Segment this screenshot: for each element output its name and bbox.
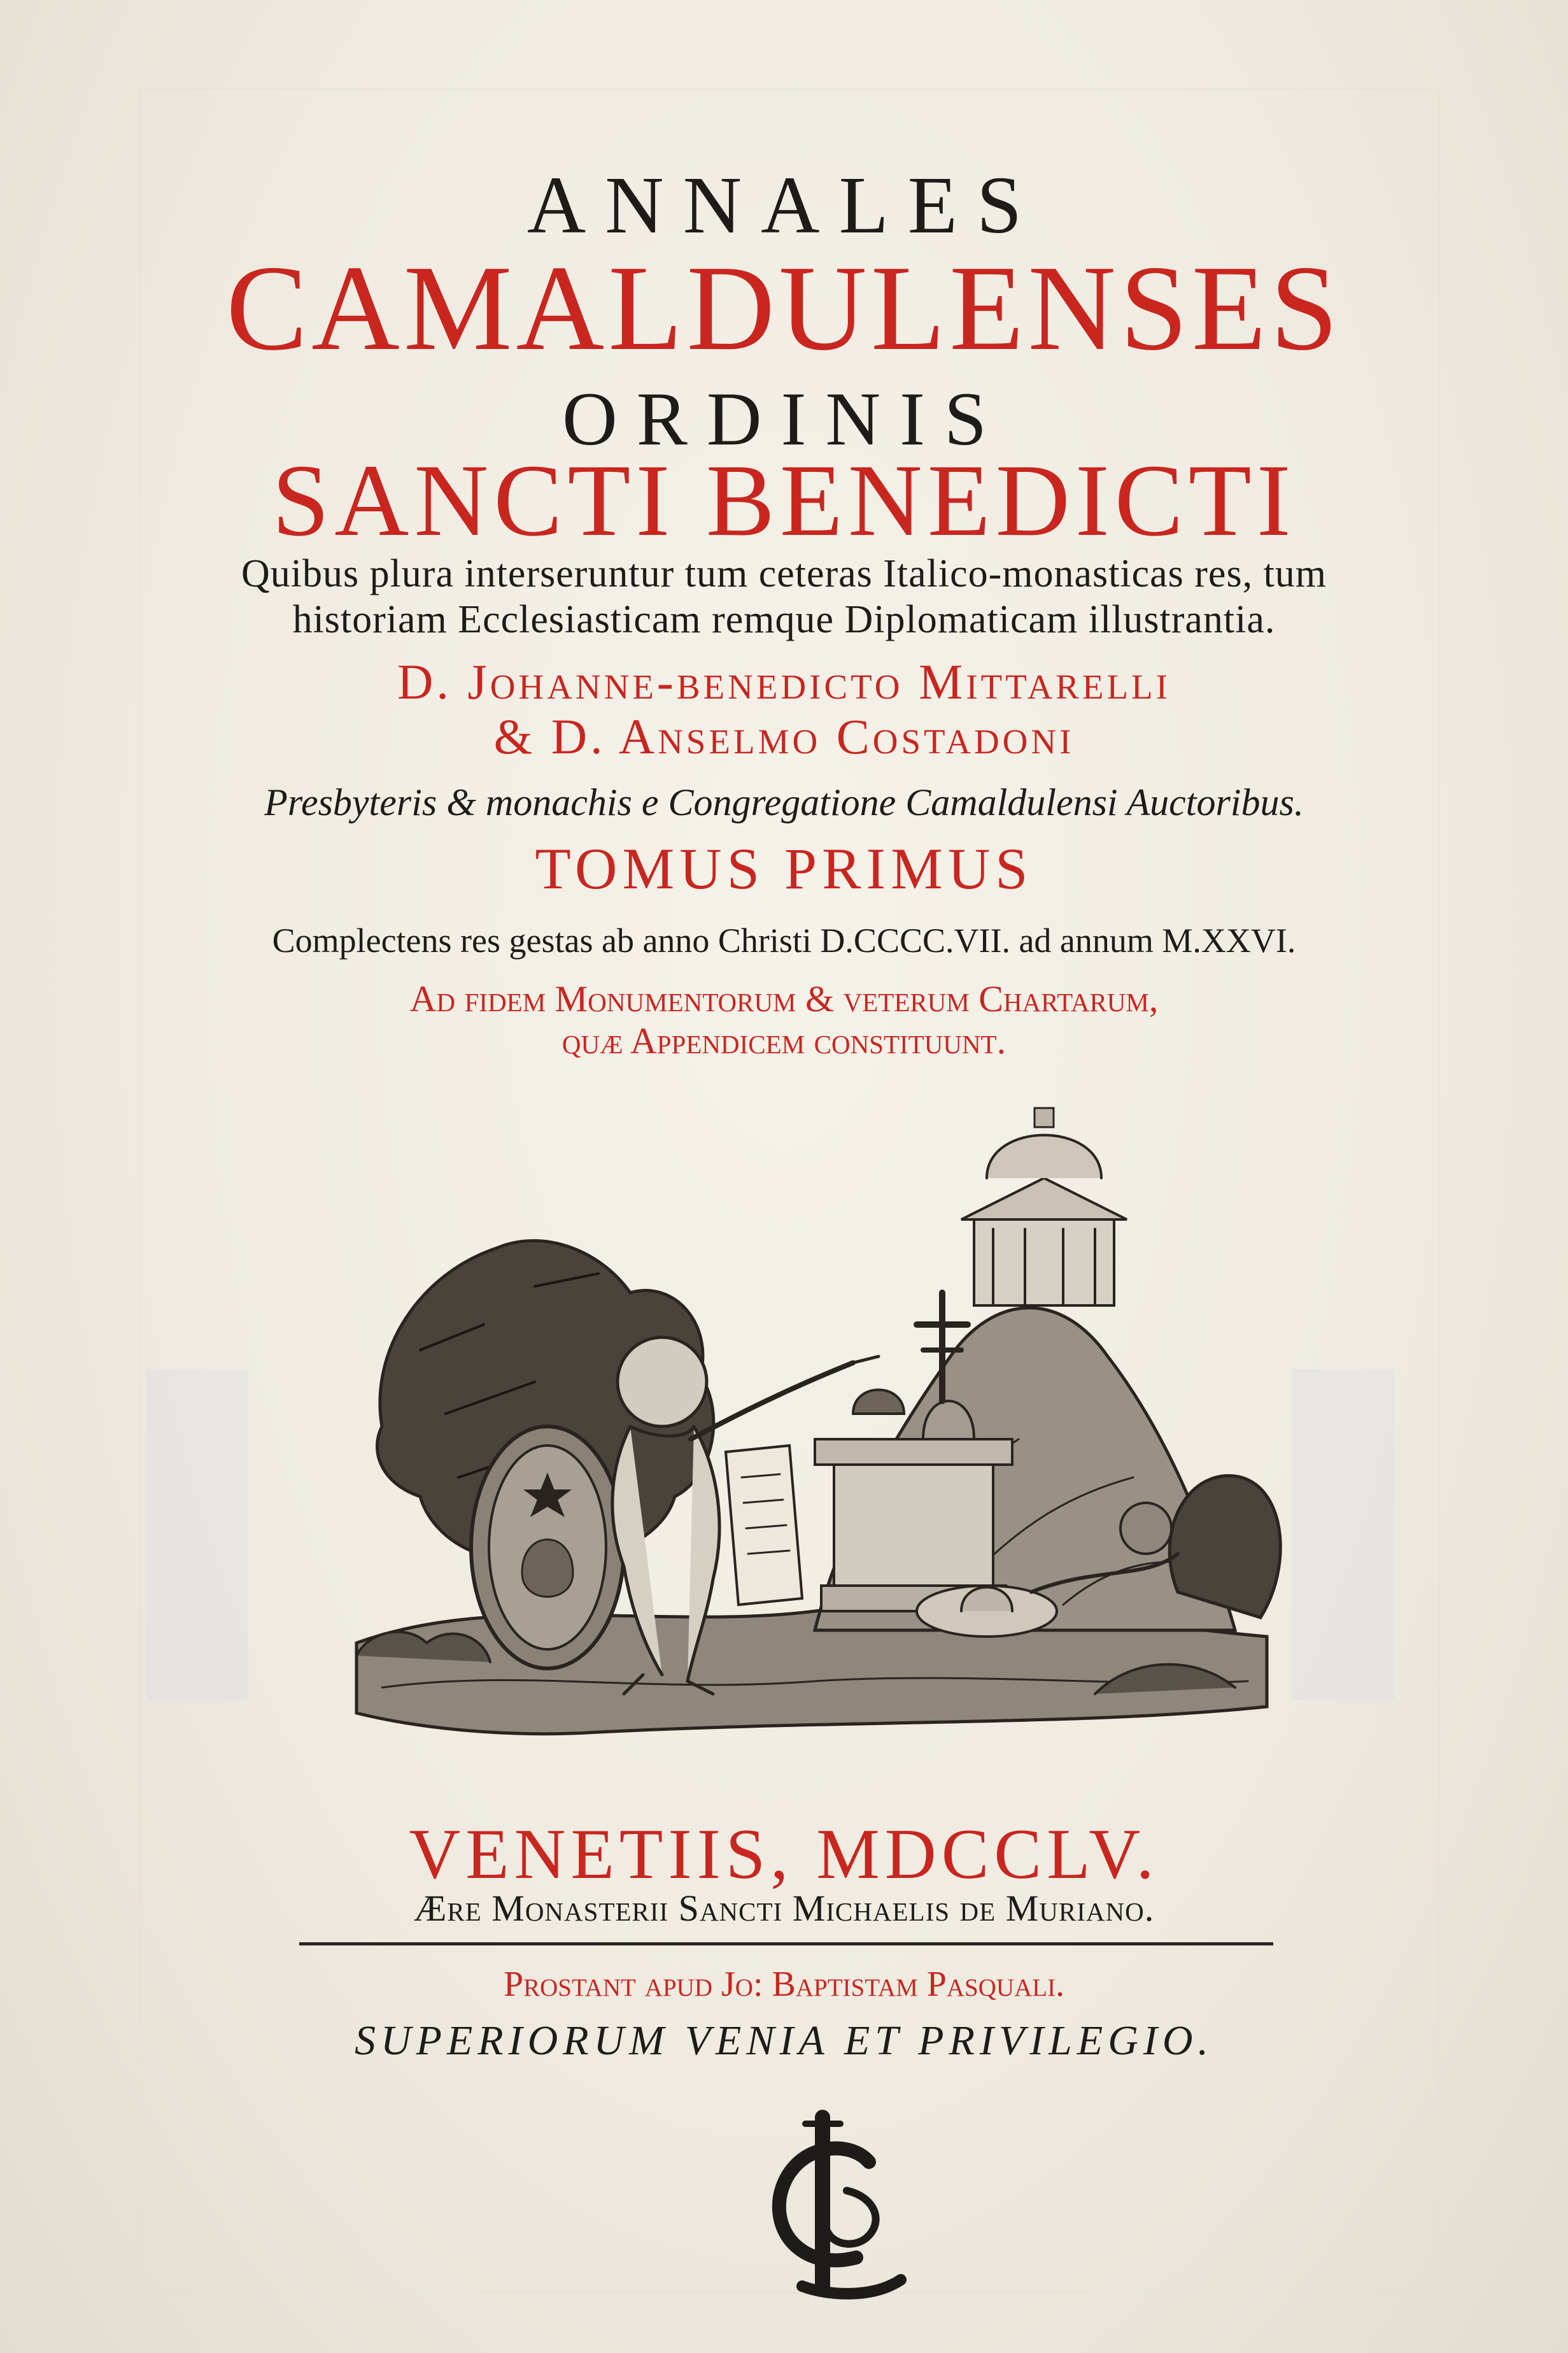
imprint-seller: Prostant apud Jo: Baptistam Pasquali. [503, 1965, 1065, 2004]
volume-title: TOMUS PRIMUS [535, 836, 1033, 901]
author-line-2: & D. Anselmo Costadoni [493, 709, 1075, 764]
appendix-note-line-2: quæ Appendicem constituunt. [562, 1020, 1006, 1062]
engraved-vignette [331, 1083, 1299, 1758]
title-sancti-benedicti: SANCTI BENEDICTI [272, 444, 1296, 558]
divider-rule [299, 1942, 1273, 1945]
imprint-publisher: Ære Monasterii Sancti Michaelis de Muriano. [413, 1887, 1155, 1929]
printer-monogram-icon [751, 2101, 910, 2318]
authors-description: Presbyteris & monachis e Congregatione Camaldulensi Auctoribus. [264, 781, 1304, 823]
imprint-place-date: VENETIIS, MDCCLV. [409, 1815, 1159, 1894]
subtitle-line-2: historiam Ecclesiasticam remque Diplomaticam illustrantia. [292, 598, 1276, 641]
author-line-1: D. Johanne-benedicto Mittarelli [397, 654, 1171, 709]
title-ordinis: ORDINIS [562, 376, 1006, 461]
volume-scope: Complectens res gestas ab anno Christi D.CCCC.VII. ad annum M.XXVI. [272, 921, 1296, 960]
subtitle-line-1: Quibus plura interseruntur tum ceteras Italico-monasticas res, tum [241, 552, 1327, 595]
title-camaldulenses: CAMALDULENSES [226, 240, 1342, 376]
privilege-line: SUPERIORUM VENIA ET PRIVILEGIO. [354, 2017, 1214, 2064]
appendix-note-line-1: Ad fidem Monumentorum & veterum Chartarum, [409, 978, 1159, 1020]
title-annales: ANNALES [526, 160, 1042, 250]
